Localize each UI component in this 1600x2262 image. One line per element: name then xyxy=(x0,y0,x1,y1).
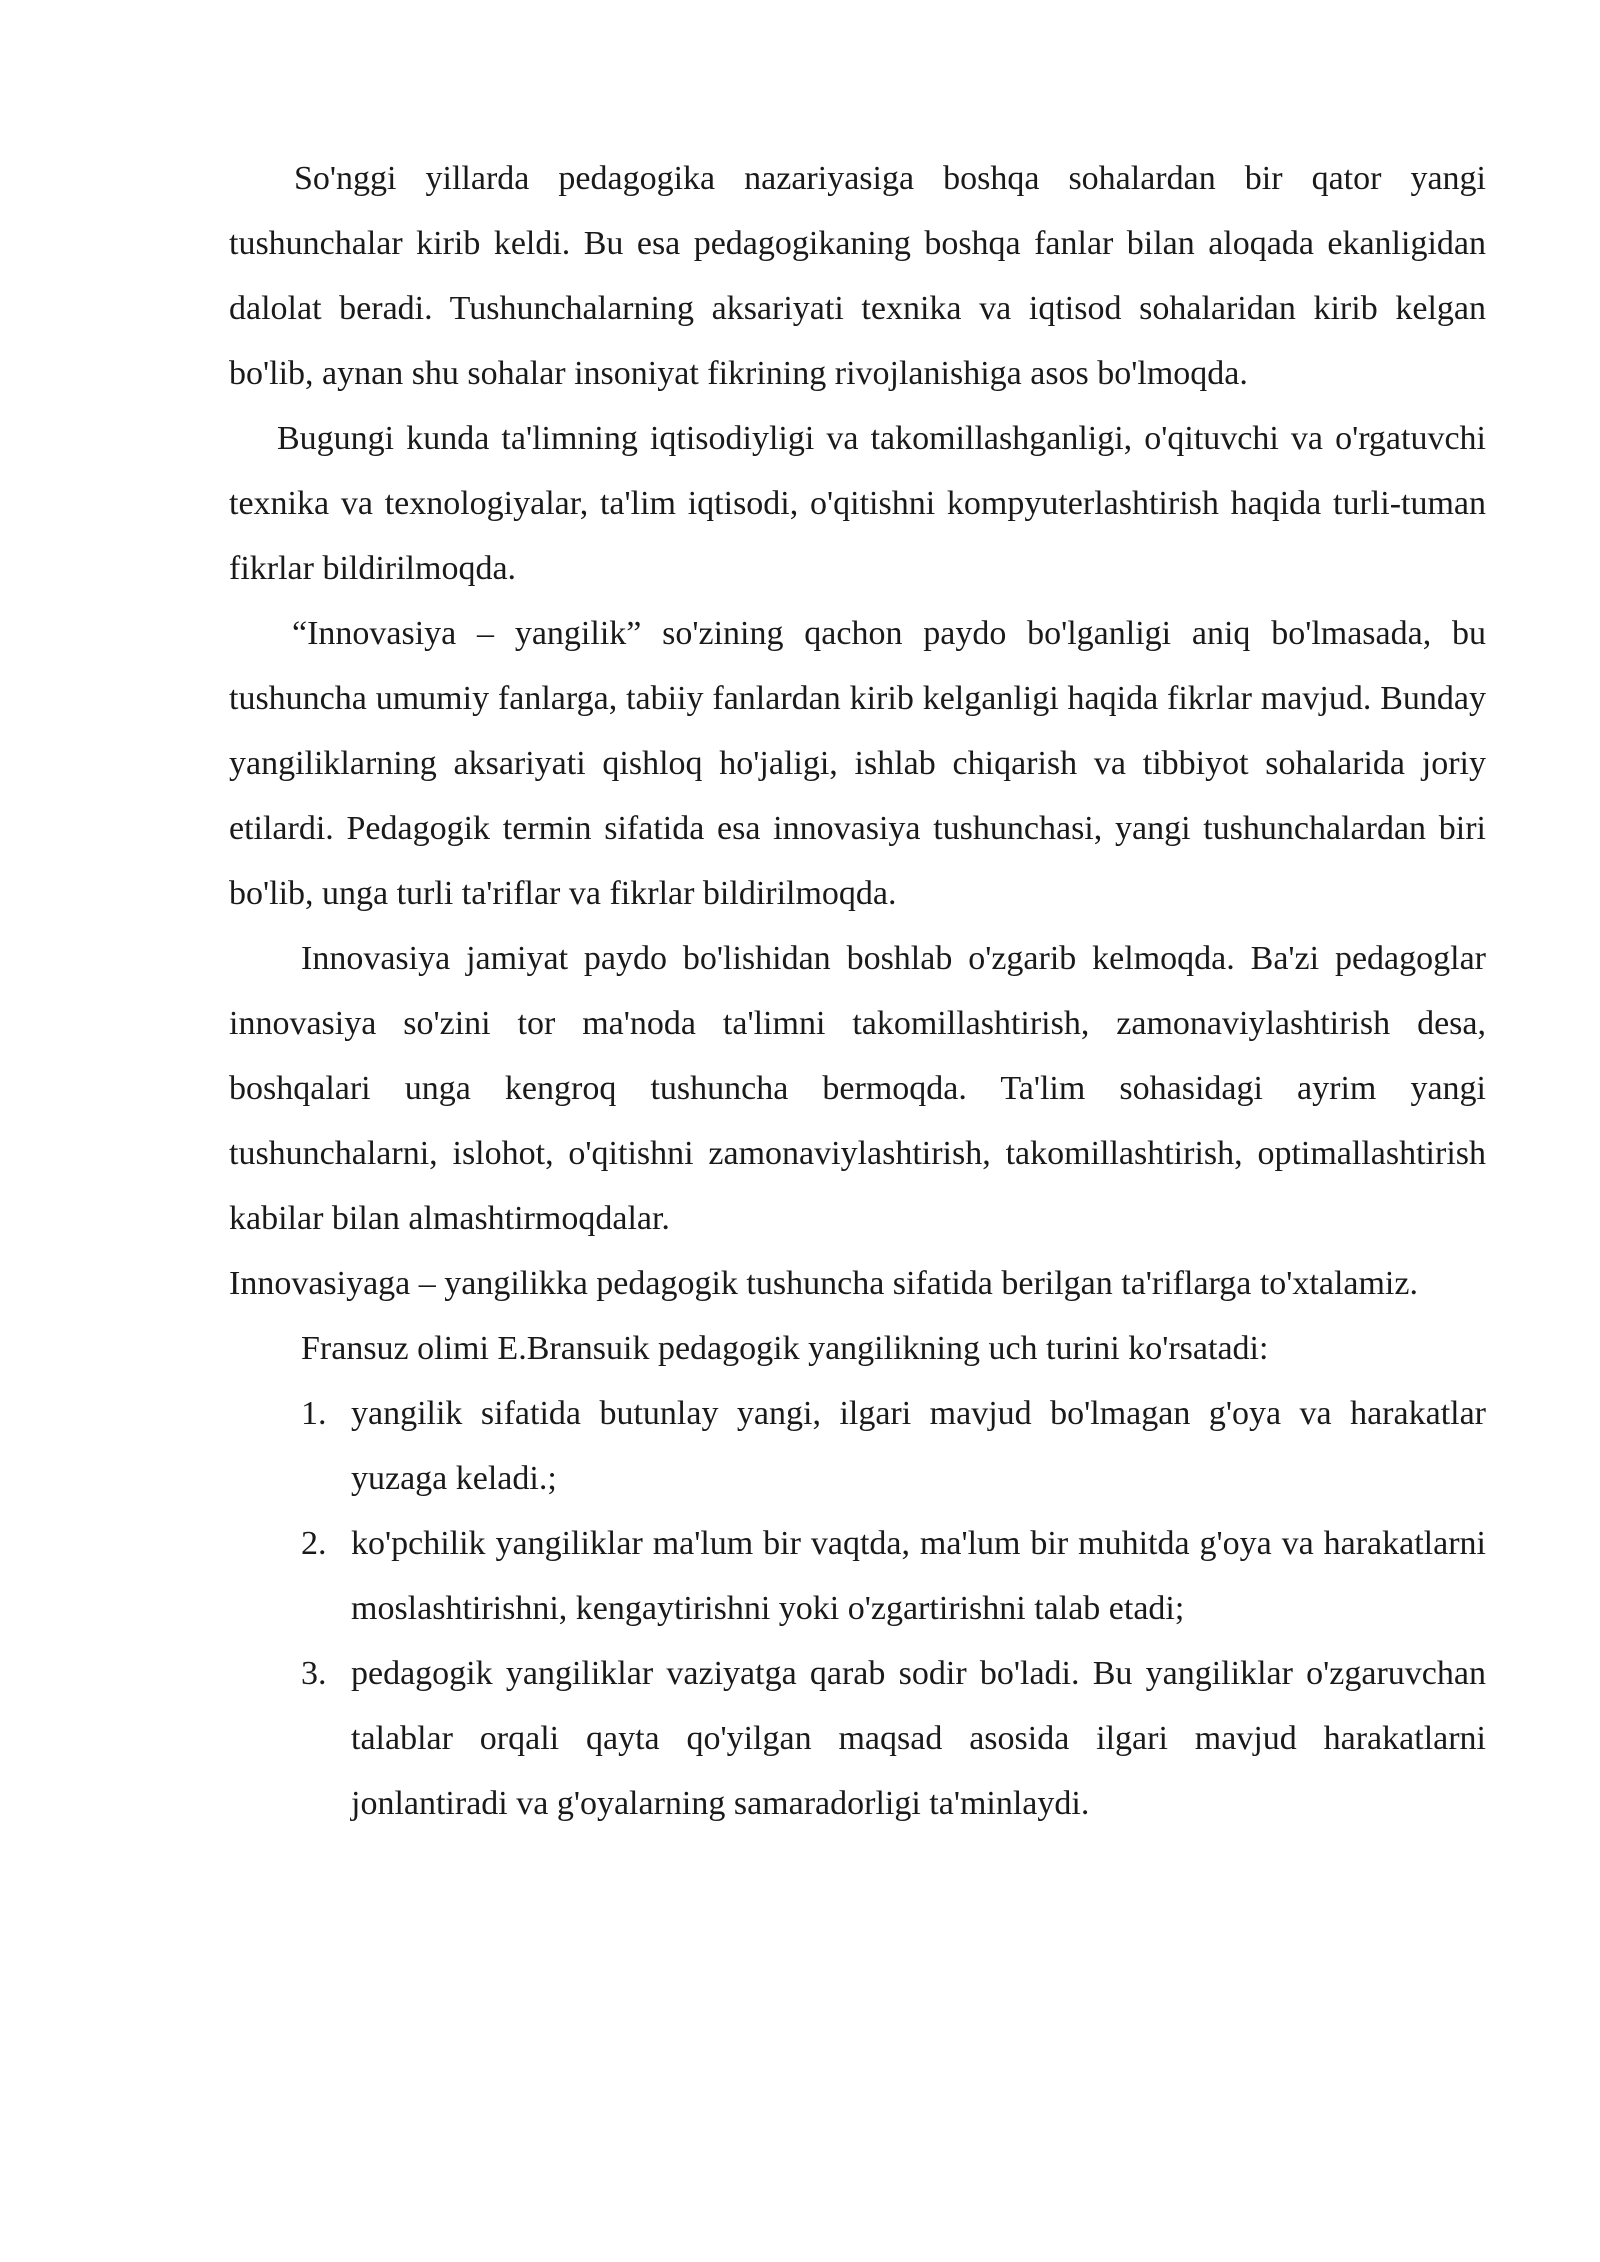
paragraph-innovation-society: Innovasiya jamiyat paydo bo'lishidan boshlab o'zgarib kelmoqda. Ba'zi pedagoglar innovasiya so'zini tor ma'noda ta'limni takomillashtirish, zamonaviylashtirish desa, boshqalari unga kengroq tushuncha bermoqda. Ta'lim sohasidagi ayrim yangi tushunchalarni, islohot, o'qitishni zamonaviylashtirish, takomillashtirish, optimallashtirish kabilar bilan almashtirmoqdalar. xyxy=(229,940,1486,1237)
list-item xyxy=(229,1641,1486,1836)
innovation-types-list xyxy=(229,1381,1486,1836)
document-page xyxy=(229,146,1486,1836)
paragraph-today: Bugungi kunda ta'limning iqtisodiyligi va takomillashganligi, o'qituvchi va o'rgatuvchi texnika va texnologiyalar, ta'lim iqtisodi, o'qitishni kompyuterlashtirish haqida turli-tuman fikrlar bildirilmoqda. xyxy=(229,420,1486,587)
list-item-number: 1. xyxy=(301,1395,327,1432)
paragraph-innovation-origin: “Innovasiya – yangilik” so'zining qachon paydo bo'lganligi aniq bo'lmasada, bu tushuncha umumiy fanlarga, tabiiy fanlardan kirib kelganligi haqida fikrlar mavjud. Bunday yangiliklarning aksariyati qishloq ho'jaligi, ishlab chiqarish va tibbiyot sohalarida joriy etilardi. Pedagogik termin sifatida esa innovasiya tushunchasi, yangi tushunchalardan biri bo'lib, unga turli ta'riflar va fikrlar bildirilmoqda. xyxy=(229,615,1486,912)
list-item-number: 2. xyxy=(301,1525,327,1562)
paragraph-intro: So'nggi yillarda pedagogika nazariyasiga boshqa sohalardan bir qator yangi tushunchalar kirib keldi. Bu esa pedagogikaning boshqa fanlar bilan aloqada ekanligidan dalolat beradi. Tushunchalarning aksariyati texnika va iqtisod sohalaridan kirib kelgan bo'lib, aynan shu sohalar insoniyat fikrining rivojlanishiga asos bo'lmoqda. xyxy=(229,160,1486,392)
list-item-text: yangilik sifatida butunlay yangi, ilgari mavjud bo'lmagan g'oya va harakatlar yuzaga keladi.; xyxy=(351,1395,1486,1497)
paragraph-definitions: Innovasiyaga – yangilikka pedagogik tushuncha sifatida berilgan ta'riflarga to'xtalamiz. xyxy=(229,1265,1418,1302)
paragraph-bransuik: Fransuz olimi E.Bransuik pedagogik yangilikning uch turini ko'rsatadi: xyxy=(301,1330,1269,1367)
list-item-text: ko'pchilik yangiliklar ma'lum bir vaqtda, ma'lum bir muhitda g'oya va harakatlarni moslashtirishni, kengaytirishni yoki o'zgartirishni talab etadi; xyxy=(351,1525,1486,1627)
list-item-number: 3. xyxy=(301,1655,327,1692)
list-item-text: pedagogik yangiliklar vaziyatga qarab sodir bo'ladi. Bu yangiliklar o'zgaruvchan talablar orqali qayta qo'yilgan maqsad asosida ilgari mavjud harakatlarni jonlantiradi va g'oyalarning samaradorligi ta'minlaydi. xyxy=(351,1655,1486,1822)
list-item xyxy=(229,1381,1486,1511)
list-item xyxy=(229,1511,1486,1641)
